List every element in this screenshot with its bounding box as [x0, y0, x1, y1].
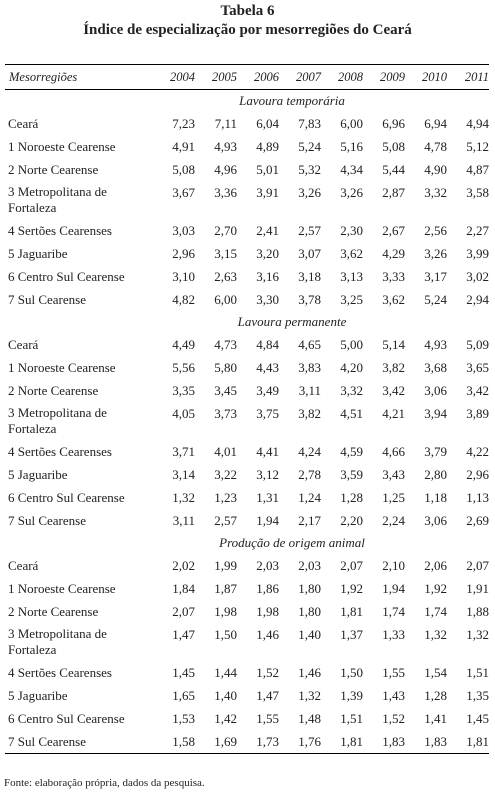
value-cell: 3,45 — [214, 382, 237, 398]
row-label: 4 Sertões Cearenses — [8, 443, 112, 459]
value-cell: 4,87 — [466, 161, 489, 177]
value-cell: 1,40 — [214, 687, 237, 703]
value-cell: 2,57 — [298, 222, 321, 238]
table-row — [5, 440, 489, 463]
section-header-row — [5, 532, 489, 554]
value-cell: 3,59 — [340, 466, 363, 482]
value-cell: 1,35 — [466, 687, 489, 703]
table-row — [5, 554, 489, 577]
value-cell: 2,07 — [340, 557, 363, 573]
value-cell: 4,05 — [172, 406, 195, 421]
value-cell: 2,03 — [256, 557, 279, 573]
value-cell: 1,52 — [382, 710, 405, 726]
header-year: 2006 — [237, 65, 279, 90]
header-year: 2010 — [405, 65, 447, 90]
table-row — [5, 181, 489, 219]
value-cell: 7,83 — [298, 115, 321, 131]
value-cell: 2,57 — [214, 512, 237, 528]
row-label: 7 Sul Cearense — [5, 730, 153, 754]
value-cell: 1,50 — [340, 664, 363, 680]
table-row — [5, 707, 489, 730]
value-cell: 5,16 — [340, 138, 363, 154]
value-cell: 1,84 — [172, 580, 195, 596]
header-year: 2004 — [153, 65, 195, 90]
value-cell: 3,62 — [340, 245, 363, 261]
value-cell: 4,93 — [214, 138, 237, 154]
value-cell: 4,41 — [256, 443, 279, 459]
value-cell: 1,65 — [172, 687, 195, 703]
row-label: 6 Centro Sul Cearense — [8, 268, 125, 284]
table-number: Tabela 6 — [220, 3, 275, 19]
value-cell: 1,55 — [382, 664, 405, 680]
table-row — [5, 661, 489, 684]
row-label: 4 Sertões Cearenses — [8, 664, 112, 680]
value-cell: 2,63 — [214, 268, 237, 284]
row-label: 2 Norte Cearense — [8, 161, 99, 177]
value-cell: 2,96 — [172, 245, 195, 261]
table-row — [5, 265, 489, 288]
table-row — [5, 509, 489, 532]
value-cell: 1,69 — [195, 730, 237, 754]
table-row — [5, 730, 489, 754]
value-cell: 1,50 — [214, 627, 237, 642]
value-cell: 1,81 — [447, 730, 489, 754]
row-label: Ceará — [8, 115, 39, 131]
value-cell: 3,78 — [298, 291, 321, 307]
value-cell: 5,08 — [382, 138, 405, 154]
value-cell: 3,68 — [424, 359, 447, 375]
value-cell: 2,03 — [298, 557, 321, 573]
value-cell: 4,73 — [214, 336, 237, 352]
value-cell: 2,87 — [382, 185, 405, 200]
value-cell: 3,82 — [298, 406, 321, 421]
value-cell: 4,93 — [424, 336, 447, 352]
value-cell: 1,51 — [340, 710, 363, 726]
section-header-row — [5, 90, 489, 113]
value-cell: 1,98 — [256, 603, 279, 619]
value-cell: 1,46 — [256, 627, 279, 642]
table-row — [5, 219, 489, 242]
value-cell: 6,04 — [256, 115, 279, 131]
value-cell: 3,26 — [424, 245, 447, 261]
value-cell: 1,91 — [466, 580, 489, 596]
value-cell: 3,35 — [172, 382, 195, 398]
value-cell: 4,24 — [298, 443, 321, 459]
value-cell: 3,89 — [466, 406, 489, 421]
header-year: 2005 — [195, 65, 237, 90]
value-cell: 5,24 — [298, 138, 321, 154]
table-row — [5, 600, 489, 623]
row-label: 3 Metropolitana de Fortaleza — [8, 626, 107, 657]
value-cell: 1,13 — [466, 489, 489, 505]
value-cell: 1,24 — [298, 489, 321, 505]
value-cell: 4,82 — [172, 291, 195, 307]
value-cell: 1,32 — [424, 627, 447, 642]
value-cell: 4,34 — [340, 161, 363, 177]
row-label: 1 Noroeste Cearense — [8, 138, 116, 154]
value-cell: 1,81 — [321, 730, 363, 754]
value-cell: 5,00 — [340, 336, 363, 352]
value-cell: 2,02 — [172, 557, 195, 573]
value-cell: 5,44 — [382, 161, 405, 177]
value-cell: 4,89 — [256, 138, 279, 154]
value-cell: 1,80 — [298, 603, 321, 619]
table-row — [5, 333, 489, 356]
value-cell: 3,06 — [424, 382, 447, 398]
value-cell: 3,17 — [424, 268, 447, 284]
value-cell: 2,78 — [298, 466, 321, 482]
value-cell: 3,49 — [256, 382, 279, 398]
value-cell: 1,73 — [237, 730, 279, 754]
value-cell: 3,83 — [298, 359, 321, 375]
row-label: 5 Jaguaribe — [8, 466, 68, 482]
value-cell: 4,94 — [466, 115, 489, 131]
row-label: 2 Norte Cearense — [8, 603, 99, 619]
value-cell: 1,86 — [256, 580, 279, 596]
section-header-row — [5, 311, 489, 333]
value-cell: 4,22 — [466, 443, 489, 459]
value-cell: 3,75 — [256, 406, 279, 421]
value-cell: 6,96 — [382, 115, 405, 131]
value-cell: 2,56 — [424, 222, 447, 238]
value-cell: 3,22 — [214, 466, 237, 482]
value-cell: 3,11 — [172, 512, 195, 528]
header-mesorregioes: Mesorregiões — [5, 65, 153, 90]
value-cell: 1,42 — [214, 710, 237, 726]
value-cell: 4,01 — [214, 443, 237, 459]
value-cell: 3,06 — [424, 512, 447, 528]
value-cell: 3,03 — [172, 222, 195, 238]
value-cell: 5,08 — [172, 161, 195, 177]
row-label: 3 Metropolitana de Fortaleza — [8, 405, 107, 436]
value-cell: 3,18 — [298, 268, 321, 284]
value-cell: 1,53 — [172, 710, 195, 726]
value-cell: 3,26 — [340, 185, 363, 200]
value-cell: 3,32 — [340, 382, 363, 398]
value-cell: 5,01 — [256, 161, 279, 177]
value-cell: 1,28 — [340, 489, 363, 505]
table-row — [5, 486, 489, 509]
value-cell: 3,65 — [466, 359, 489, 375]
header-year: 2011 — [447, 65, 489, 90]
table-row — [5, 577, 489, 600]
value-cell: 3,73 — [214, 406, 237, 421]
value-cell: 2,96 — [466, 466, 489, 482]
value-cell: 2,41 — [256, 222, 279, 238]
value-cell: 1,83 — [363, 730, 405, 754]
row-label: 1 Noroeste Cearense — [8, 580, 116, 596]
value-cell: 2,07 — [466, 557, 489, 573]
source-note: Fonte: elaboração própria, dados da pesquisa. — [4, 777, 205, 789]
value-cell: 7,11 — [214, 115, 237, 131]
value-cell: 2,10 — [382, 557, 405, 573]
value-cell: 1,43 — [382, 687, 405, 703]
value-cell: 3,33 — [382, 268, 405, 284]
value-cell: 3,94 — [424, 406, 447, 421]
value-cell: 3,99 — [466, 245, 489, 261]
header-year: 2007 — [279, 65, 321, 90]
value-cell: 2,17 — [298, 512, 321, 528]
value-cell: 1,48 — [298, 710, 321, 726]
section-title: Lavoura temporária — [239, 93, 345, 108]
value-cell: 5,56 — [172, 359, 195, 375]
value-cell: 4,66 — [382, 443, 405, 459]
value-cell: 3,67 — [172, 185, 195, 200]
value-cell: 5,12 — [466, 138, 489, 154]
value-cell: 1,44 — [214, 664, 237, 680]
value-cell: 3,12 — [256, 466, 279, 482]
value-cell: 3,79 — [424, 443, 447, 459]
row-label: 3 Metropolitana de Fortaleza — [8, 184, 107, 215]
value-cell: 4,90 — [424, 161, 447, 177]
specialization-table — [5, 64, 489, 754]
value-cell: 4,49 — [172, 336, 195, 352]
value-cell: 5,14 — [382, 336, 405, 352]
value-cell: 1,99 — [214, 557, 237, 573]
value-cell: 1,81 — [340, 603, 363, 619]
value-cell: 1,33 — [382, 627, 405, 642]
header-year: 2008 — [321, 65, 363, 90]
value-cell: 1,52 — [256, 664, 279, 680]
value-cell: 1,94 — [256, 512, 279, 528]
value-cell: 2,94 — [466, 291, 489, 307]
value-cell: 1,98 — [214, 603, 237, 619]
value-cell: 1,45 — [466, 710, 489, 726]
value-cell: 3,02 — [466, 268, 489, 284]
value-cell: 3,26 — [298, 185, 321, 200]
value-cell: 4,51 — [340, 406, 363, 421]
value-cell: 1,40 — [298, 627, 321, 642]
section-title: Lavoura permanente — [237, 314, 347, 329]
table-row — [5, 135, 489, 158]
value-cell: 3,20 — [256, 245, 279, 261]
value-cell: 1,74 — [424, 603, 447, 619]
value-cell: 1,46 — [298, 664, 321, 680]
header-year: 2009 — [363, 65, 405, 90]
value-cell: 5,32 — [298, 161, 321, 177]
table-row — [5, 623, 489, 661]
value-cell: 1,51 — [466, 664, 489, 680]
value-cell: 2,24 — [382, 512, 405, 528]
table-row — [5, 402, 489, 440]
value-cell: 3,16 — [256, 268, 279, 284]
table-row — [5, 463, 489, 486]
value-cell: 1,23 — [214, 489, 237, 505]
value-cell: 1,45 — [172, 664, 195, 680]
row-label: 4 Sertões Cearenses — [8, 222, 112, 238]
value-cell: 1,54 — [424, 664, 447, 680]
value-cell: 1,88 — [466, 603, 489, 619]
value-cell: 4,78 — [424, 138, 447, 154]
value-cell: 5,24 — [424, 291, 447, 307]
header-row — [5, 65, 489, 90]
row-label: 5 Jaguaribe — [8, 245, 68, 261]
value-cell: 1,83 — [405, 730, 447, 754]
value-cell: 1,32 — [172, 489, 195, 505]
value-cell: 3,42 — [382, 382, 405, 398]
value-cell: 1,92 — [424, 580, 447, 596]
row-label: 5 Jaguaribe — [8, 687, 68, 703]
value-cell: 1,25 — [382, 489, 405, 505]
value-cell: 3,30 — [256, 291, 279, 307]
value-cell: 1,37 — [340, 627, 363, 642]
value-cell: 4,59 — [340, 443, 363, 459]
value-cell: 5,80 — [214, 359, 237, 375]
row-label: 6 Centro Sul Cearense — [8, 489, 125, 505]
value-cell: 1,41 — [424, 710, 447, 726]
value-cell: 4,20 — [340, 359, 363, 375]
value-cell: 1,58 — [153, 730, 195, 754]
value-cell: 2,20 — [340, 512, 363, 528]
value-cell: 2,69 — [466, 512, 489, 528]
table-row — [5, 379, 489, 402]
value-cell: 5,09 — [466, 336, 489, 352]
value-cell: 3,43 — [382, 466, 405, 482]
value-cell: 4,96 — [214, 161, 237, 177]
row-label: Ceará — [8, 336, 39, 352]
value-cell: 3,07 — [298, 245, 321, 261]
value-cell: 3,42 — [466, 382, 489, 398]
value-cell: 1,47 — [256, 687, 279, 703]
table-row — [5, 158, 489, 181]
table-row — [5, 288, 489, 311]
value-cell: 6,94 — [424, 115, 447, 131]
value-cell: 3,71 — [172, 443, 195, 459]
value-cell: 1,31 — [256, 489, 279, 505]
value-cell: 1,28 — [424, 687, 447, 703]
value-cell: 3,36 — [214, 185, 237, 200]
table-row — [5, 242, 489, 265]
table-row — [5, 112, 489, 135]
value-cell: 2,30 — [340, 222, 363, 238]
value-cell: 3,15 — [214, 245, 237, 261]
table-body — [5, 90, 489, 754]
value-cell: 3,91 — [256, 185, 279, 200]
value-cell: 6,00 — [214, 291, 237, 307]
value-cell: 2,70 — [214, 222, 237, 238]
value-cell: 3,82 — [382, 359, 405, 375]
value-cell: 4,43 — [256, 359, 279, 375]
value-cell: 2,67 — [382, 222, 405, 238]
value-cell: 3,58 — [466, 185, 489, 200]
value-cell: 1,94 — [382, 580, 405, 596]
value-cell: 1,87 — [214, 580, 237, 596]
value-cell: 2,27 — [466, 222, 489, 238]
value-cell: 4,29 — [382, 245, 405, 261]
value-cell: 1,55 — [256, 710, 279, 726]
row-label: Ceará — [8, 557, 39, 573]
value-cell: 3,11 — [298, 382, 321, 398]
value-cell: 6,00 — [340, 115, 363, 131]
value-cell: 4,65 — [298, 336, 321, 352]
value-cell: 3,10 — [172, 268, 195, 284]
table-row — [5, 684, 489, 707]
value-cell: 4,84 — [256, 336, 279, 352]
value-cell: 1,18 — [424, 489, 447, 505]
value-cell: 1,80 — [298, 580, 321, 596]
value-cell: 1,74 — [382, 603, 405, 619]
value-cell: 3,25 — [340, 291, 363, 307]
value-cell: 4,91 — [172, 138, 195, 154]
value-cell: 1,76 — [279, 730, 321, 754]
table-title: Índice de especialização por mesorregiões do Ceará — [83, 22, 412, 38]
value-cell: 1,32 — [466, 627, 489, 642]
value-cell: 1,32 — [298, 687, 321, 703]
value-cell: 2,07 — [172, 603, 195, 619]
value-cell: 3,32 — [424, 185, 447, 200]
row-label: 2 Norte Cearense — [8, 382, 99, 398]
section-title: Produção de origem animal — [219, 535, 365, 550]
value-cell: 3,13 — [340, 268, 363, 284]
row-label: 6 Centro Sul Cearense — [8, 710, 125, 726]
value-cell: 1,39 — [340, 687, 363, 703]
value-cell: 1,92 — [340, 580, 363, 596]
table-row — [5, 356, 489, 379]
row-label: 1 Noroeste Cearense — [8, 359, 116, 375]
row-label: 7 Sul Cearense — [8, 291, 86, 307]
value-cell: 4,21 — [382, 406, 405, 421]
value-cell: 2,80 — [424, 466, 447, 482]
value-cell: 3,62 — [382, 291, 405, 307]
value-cell: 7,23 — [172, 115, 195, 131]
row-label: 7 Sul Cearense — [8, 512, 86, 528]
value-cell: 2,06 — [424, 557, 447, 573]
value-cell: 1,47 — [172, 627, 195, 642]
value-cell: 3,14 — [172, 466, 195, 482]
